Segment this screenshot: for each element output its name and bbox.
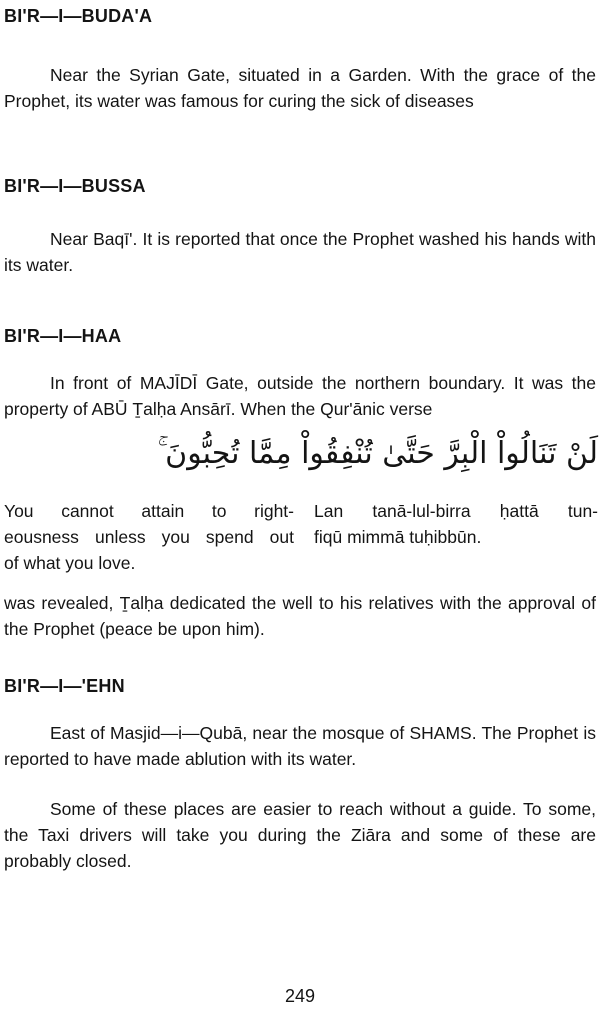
translation-line: You cannot attain to right- [4,501,294,521]
paragraph-text: Near Baqī'. It is reported that once the Prophet washed his hands with its water. [4,229,596,275]
section-heading-bir-i-budaa: BI'R—I—BUDA'A [4,6,153,26]
section-heading-bir-i-ehn: BI'R—I—'EHN [4,676,125,696]
section-paragraph [4,370,596,422]
section-paragraph [4,796,596,874]
transliteration-line: fiqū mimmā tuḥibbūn. [314,527,482,547]
paragraph-text: East of Masjid—i—Qubā, near the mosque of SHAMS. The Prophet is reported to have made ablution with its water. [4,723,596,769]
quranic-verse-arabic: لَنْ تَنَالُواْ الْبِرَّ حَتَّىٰ تُنْفِقُواْ مِمَّا تُحِبُّونَ ۚ [157,436,598,471]
section-heading-bir-i-bussa: BI'R—I—BUSSA [4,176,146,196]
paragraph-text: Some of these places are easier to reach without a guide. To some, the Taxi drivers will take you during the Ziāra and some of these are probably closed. [4,799,596,871]
page-number: 249 [284,986,316,1006]
section-paragraph [4,62,596,114]
verse-translation [4,498,294,576]
verse-transliteration [314,498,598,550]
translation-line: eousness unless you spend out [4,527,294,547]
section-paragraph: was revealed, Ṯalḥa dedicated the well to his relatives with the approval of the Prophet (peace be upon him). [4,593,596,639]
section-paragraph [4,720,596,772]
paragraph-text: In front of MAJĪDĪ Gate, outside the northern boundary. It was the property of ABŪ Ṯalḥa Ansārī. When the Qur'ānic verse [4,373,596,419]
section-heading-bir-i-haa: BI'R—I—HAA [4,326,122,346]
paragraph-text: Near the Syrian Gate, situated in a Garden. With the grace of the Prophet, its water was famous for curing the sick of diseases [4,65,596,111]
section-paragraph [4,226,596,278]
translation-line: of what you love. [4,553,136,573]
transliteration-line: Lan tanā-lul-birra ḥattā tun- [314,501,598,521]
